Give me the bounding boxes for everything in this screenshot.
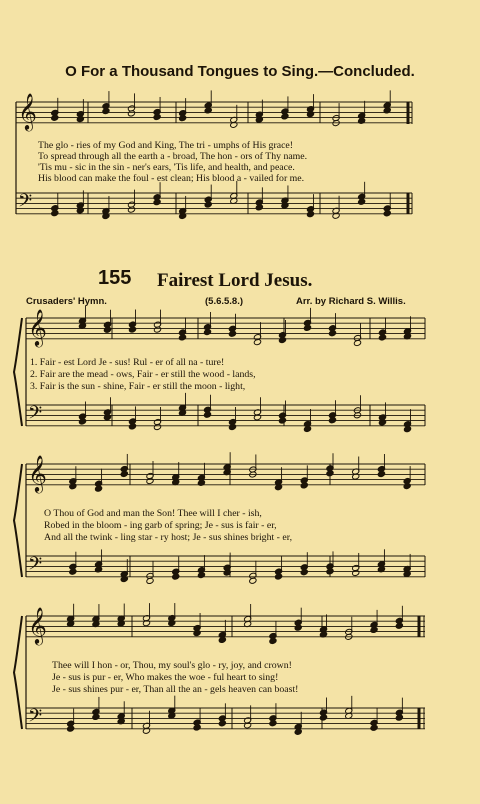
treble-clef: 𝄞 — [28, 454, 47, 492]
bass-clef: 𝄢 — [18, 191, 33, 216]
hymn-number: 155 — [98, 267, 132, 289]
brace — [14, 616, 22, 729]
lyric-line: 3. Fair is the sun - shine, Fair - er still the moon - light, — [30, 381, 246, 392]
lyric-line: Je - sus shines pur - er, Than all the an - gels heaven can boast! — [52, 684, 299, 695]
lyric-line: To spread through all the earth a - broad, The hon - ors of Thy name. — [38, 151, 308, 162]
lyric-line: O Thou of God and man the Son! Thee will I cher - ish, — [44, 508, 262, 519]
lyric-line: And all the twink - ling star - ry host; Je - sus shines bright - er, — [44, 532, 293, 543]
treble-clef: 𝄞 — [18, 92, 37, 130]
lyric-line: Je - sus is pur - er, Who makes the woe - ful heart to sing! — [52, 672, 279, 683]
treble-clef: 𝄞 — [28, 308, 47, 346]
lyric-line: 2. Fair are the mead - ows, Fair - er still the wood - lands, — [30, 369, 256, 380]
tune-name: Crusaders' Hymn. — [26, 296, 107, 307]
brace — [14, 464, 22, 577]
treble-clef: 𝄞 — [28, 606, 47, 644]
lyric-line: Thee will I hon - or, Thou, my soul's glo - ry, joy, and crown! — [52, 660, 292, 671]
previous-hymn-title: O For a Thousand Tongues to Sing.—Concluded. — [65, 63, 415, 80]
lyric-line: 'Tis mu - sic in the sin - ner's ears, 'Tis life, and health, and peace. — [38, 162, 295, 173]
meter: (5.6.5.8.) — [205, 296, 244, 307]
bass-clef: 𝄢 — [28, 403, 43, 428]
lyric-line: 1. Fair - est Lord Je - sus! Rul - er of all na - ture! — [30, 357, 225, 368]
lyric-line: His blood can make the foul - est clean; His blood a - vailed for me. — [38, 173, 305, 184]
lyric-line: The glo - ries of my God and King, The tri - umphs of His grace! — [38, 140, 294, 151]
arranger-credit: Arr. by Richard S. Willis. — [296, 296, 406, 307]
hymn-title: Fairest Lord Jesus. — [157, 270, 313, 291]
lyric-line: Robed in the bloom - ing garb of spring; Je - sus is fair - er, — [44, 520, 277, 531]
bass-clef: 𝄢 — [28, 706, 43, 731]
bass-clef: 𝄢 — [28, 554, 43, 579]
brace — [14, 318, 22, 426]
